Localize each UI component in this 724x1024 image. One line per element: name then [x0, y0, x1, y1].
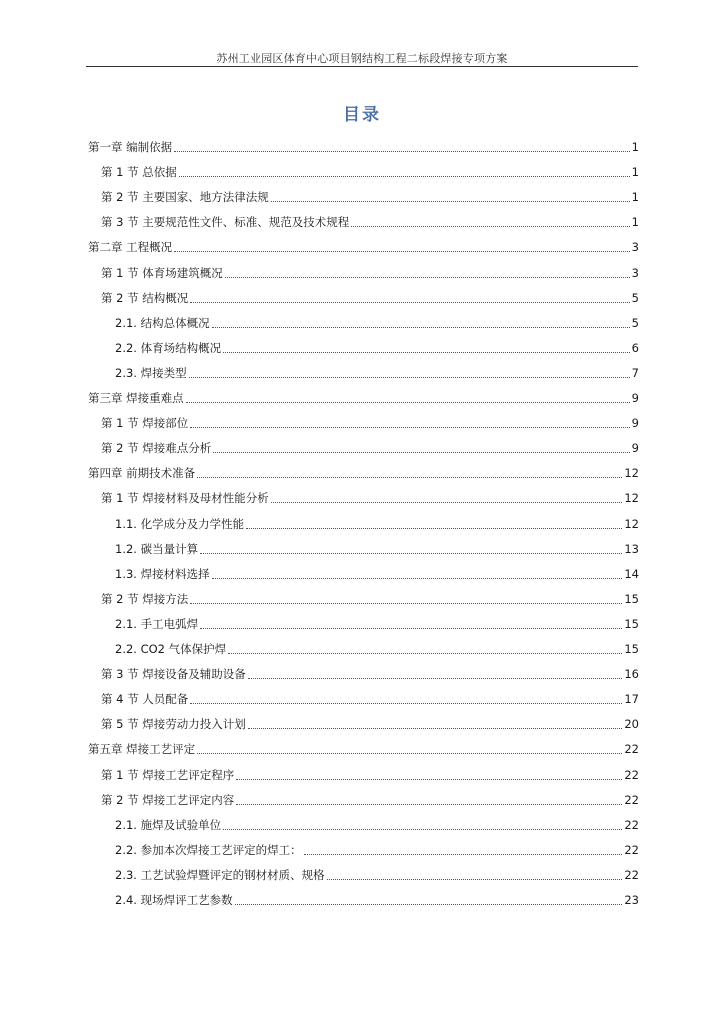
toc-entry[interactable] — [88, 389, 639, 407]
toc-entry-label: 2.2. 参加本次焊接工艺评定的焊工： — [115, 842, 302, 857]
toc-entry[interactable] — [88, 163, 639, 181]
toc-leader-dots — [246, 528, 622, 529]
toc-entry[interactable] — [88, 414, 639, 432]
toc-entry-page-number: 1 — [631, 165, 639, 180]
toc-leader-dots — [248, 728, 623, 729]
toc-entry[interactable] — [88, 891, 639, 909]
toc-entry-label: 第二章 工程概况 — [88, 240, 173, 255]
toc-entry-label: 第 5 节 焊接劳动力投入计划 — [101, 717, 246, 732]
toc-entry-page-number: 22 — [624, 867, 639, 882]
toc-entry[interactable] — [88, 439, 639, 457]
toc-entry-page-number: 22 — [624, 767, 639, 782]
toc-entry-label: 2.2. CO2 气体保护焊 — [115, 642, 227, 656]
toc-leader-dots — [236, 804, 622, 805]
toc-entry[interactable] — [88, 489, 639, 507]
toc-entry[interactable] — [88, 640, 639, 658]
toc-entry[interactable] — [88, 740, 639, 758]
toc-entry[interactable] — [88, 841, 639, 859]
toc-entry[interactable] — [88, 866, 639, 884]
toc-entry-page-number: 14 — [624, 566, 639, 581]
page-header: 苏州工业园区体育中心项目钢结构工程二标段焊接专项方案 — [216, 52, 508, 65]
toc-entry-label: 第 2 节 焊接难点分析 — [101, 441, 212, 456]
toc-entry-label: 1.1. 化学成分及力学性能 — [115, 516, 245, 531]
toc-entry-page-number: 12 — [624, 466, 639, 481]
toc-entry[interactable] — [88, 339, 639, 357]
toc-leader-dots — [271, 201, 630, 202]
toc-entry-page-number: 7 — [631, 365, 639, 380]
toc-entry-page-number: 22 — [624, 817, 639, 832]
toc-entry[interactable] — [88, 238, 639, 256]
toc-entry[interactable] — [88, 364, 639, 382]
toc-entry-page-number: 9 — [631, 441, 639, 456]
toc-entry[interactable] — [88, 590, 639, 608]
toc-entry-label: 第 3 节 焊接设备及辅助设备 — [101, 667, 246, 682]
toc-leader-dots — [190, 603, 622, 604]
toc-entry[interactable] — [88, 289, 639, 307]
toc-leader-dots — [190, 427, 629, 428]
toc-entry-label: 第 1 节 体育场建筑概况 — [101, 265, 223, 280]
toc-leader-dots — [179, 176, 630, 177]
toc-entry-page-number: 15 — [624, 616, 639, 631]
toc-leader-dots — [174, 251, 630, 252]
toc-entry-label: 第 2 节 焊接方法 — [101, 591, 189, 606]
toc-entry-page-number: 12 — [624, 491, 639, 506]
toc-entry[interactable] — [88, 715, 639, 733]
toc-entry-page-number: 5 — [631, 315, 639, 330]
header-divider — [86, 66, 638, 67]
toc-entry-label: 第 2 节 主要国家、地方法律法规 — [101, 190, 269, 205]
toc-leader-dots — [235, 904, 623, 905]
toc-entry-page-number: 15 — [624, 591, 639, 606]
toc-entry-label: 2.2. 体育场结构概况 — [115, 340, 222, 355]
toc-entry-page-number: 20 — [624, 717, 639, 732]
toc-leader-dots — [197, 477, 622, 478]
toc-leader-dots — [351, 226, 629, 227]
toc-leader-dots — [190, 302, 629, 303]
toc-entry-page-number: 15 — [624, 642, 639, 656]
toc-entry-page-number: 5 — [631, 290, 639, 305]
toc-entry-page-number: 9 — [631, 391, 639, 405]
toc-leader-dots — [228, 653, 622, 654]
toc-entry-page-number: 17 — [624, 692, 639, 707]
toc-entry-page-number: 22 — [624, 792, 639, 807]
toc-leader-dots — [223, 829, 622, 830]
toc-entry[interactable] — [88, 615, 639, 633]
toc-entry[interactable] — [88, 816, 639, 834]
toc-entry[interactable] — [88, 565, 639, 583]
toc-entry[interactable] — [88, 213, 639, 231]
toc-entry-label: 第 2 节 焊接工艺评定内容 — [101, 792, 235, 807]
toc-entry[interactable] — [88, 314, 639, 332]
toc-entry-label: 2.3. 工艺试验焊暨评定的钢材材质、规格 — [115, 867, 325, 882]
toc-entry[interactable] — [88, 540, 639, 558]
toc-title: 目录 — [343, 105, 381, 125]
toc-leader-dots — [189, 377, 630, 378]
toc-entry-page-number: 1 — [631, 190, 639, 205]
toc-leader-dots — [223, 352, 630, 353]
toc-leader-dots — [248, 678, 623, 679]
toc-leader-dots — [271, 502, 623, 503]
toc-entry-label: 第三章 焊接重难点 — [88, 391, 184, 405]
toc-leader-dots — [186, 402, 630, 403]
toc-entry-page-number: 1 — [631, 140, 639, 154]
toc-entry-label: 1.2. 碳当量计算 — [115, 541, 199, 556]
toc-leader-dots — [327, 879, 623, 880]
toc-entry-page-number: 23 — [624, 893, 639, 907]
toc-entry[interactable] — [88, 464, 639, 482]
toc-entry-label: 第 1 节 总依据 — [101, 165, 177, 180]
toc-entry-page-number: 3 — [631, 265, 639, 280]
toc-entry-page-number: 22 — [624, 742, 639, 757]
toc-entry[interactable] — [88, 264, 639, 282]
toc-leader-dots — [225, 277, 630, 278]
toc-entry[interactable] — [88, 138, 639, 156]
toc-entry-label: 第 3 节 主要规范性文件、标准、规范及技术规程 — [101, 215, 350, 230]
toc-entry-page-number: 9 — [631, 416, 639, 431]
toc-entry-label: 2.1. 手工电弧焊 — [115, 616, 199, 631]
toc-leader-dots — [304, 854, 623, 855]
toc-entry-label: 第 1 节 焊接材料及母材性能分析 — [101, 491, 269, 506]
toc-leader-dots — [174, 151, 630, 152]
toc-entry-page-number: 1 — [631, 215, 639, 230]
toc-entry[interactable] — [88, 515, 639, 533]
toc-leader-dots — [197, 753, 622, 754]
toc-entry[interactable] — [88, 665, 639, 683]
toc-entry-page-number: 16 — [624, 667, 639, 682]
toc-leader-dots — [213, 452, 629, 453]
toc-entry[interactable] — [88, 188, 639, 206]
toc-entry-page-number: 6 — [631, 340, 639, 355]
toc-entry-page-number: 13 — [624, 541, 639, 556]
toc-entry-page-number: 12 — [624, 516, 639, 531]
toc-entry-page-number: 22 — [624, 842, 639, 857]
toc-entry-label: 2.4. 现场焊评工艺参数 — [115, 893, 233, 907]
toc-leader-dots — [200, 553, 622, 554]
toc-entry-label: 第 1 节 焊接工艺评定程序 — [101, 767, 235, 782]
toc-leader-dots — [212, 327, 630, 328]
toc-leader-dots — [190, 703, 622, 704]
toc-entry[interactable] — [88, 791, 639, 809]
toc-leader-dots — [200, 628, 622, 629]
toc-entry[interactable] — [88, 766, 639, 784]
toc-entry-label: 第一章 编制依据 — [88, 140, 173, 154]
toc-entry-page-number: 3 — [631, 240, 639, 255]
toc-entry-label: 1.3. 焊接材料选择 — [115, 566, 210, 581]
toc-leader-dots — [212, 578, 623, 579]
toc-entry-label: 第 2 节 结构概况 — [101, 290, 189, 305]
toc-entry-label: 第四章 前期技术准备 — [88, 466, 196, 481]
toc-entry[interactable] — [88, 690, 639, 708]
toc-entry-label: 第 1 节 焊接部位 — [101, 416, 189, 431]
toc-entry-label: 2.1. 结构总体概况 — [115, 315, 210, 330]
toc-entry-label: 2.3. 焊接类型 — [115, 365, 187, 380]
toc-entry-label: 2.1. 施焊及试验单位 — [115, 817, 222, 832]
toc-entry-label: 第 4 节 人员配备 — [101, 692, 189, 707]
toc-leader-dots — [236, 779, 622, 780]
toc-entry-label: 第五章 焊接工艺评定 — [88, 742, 196, 757]
